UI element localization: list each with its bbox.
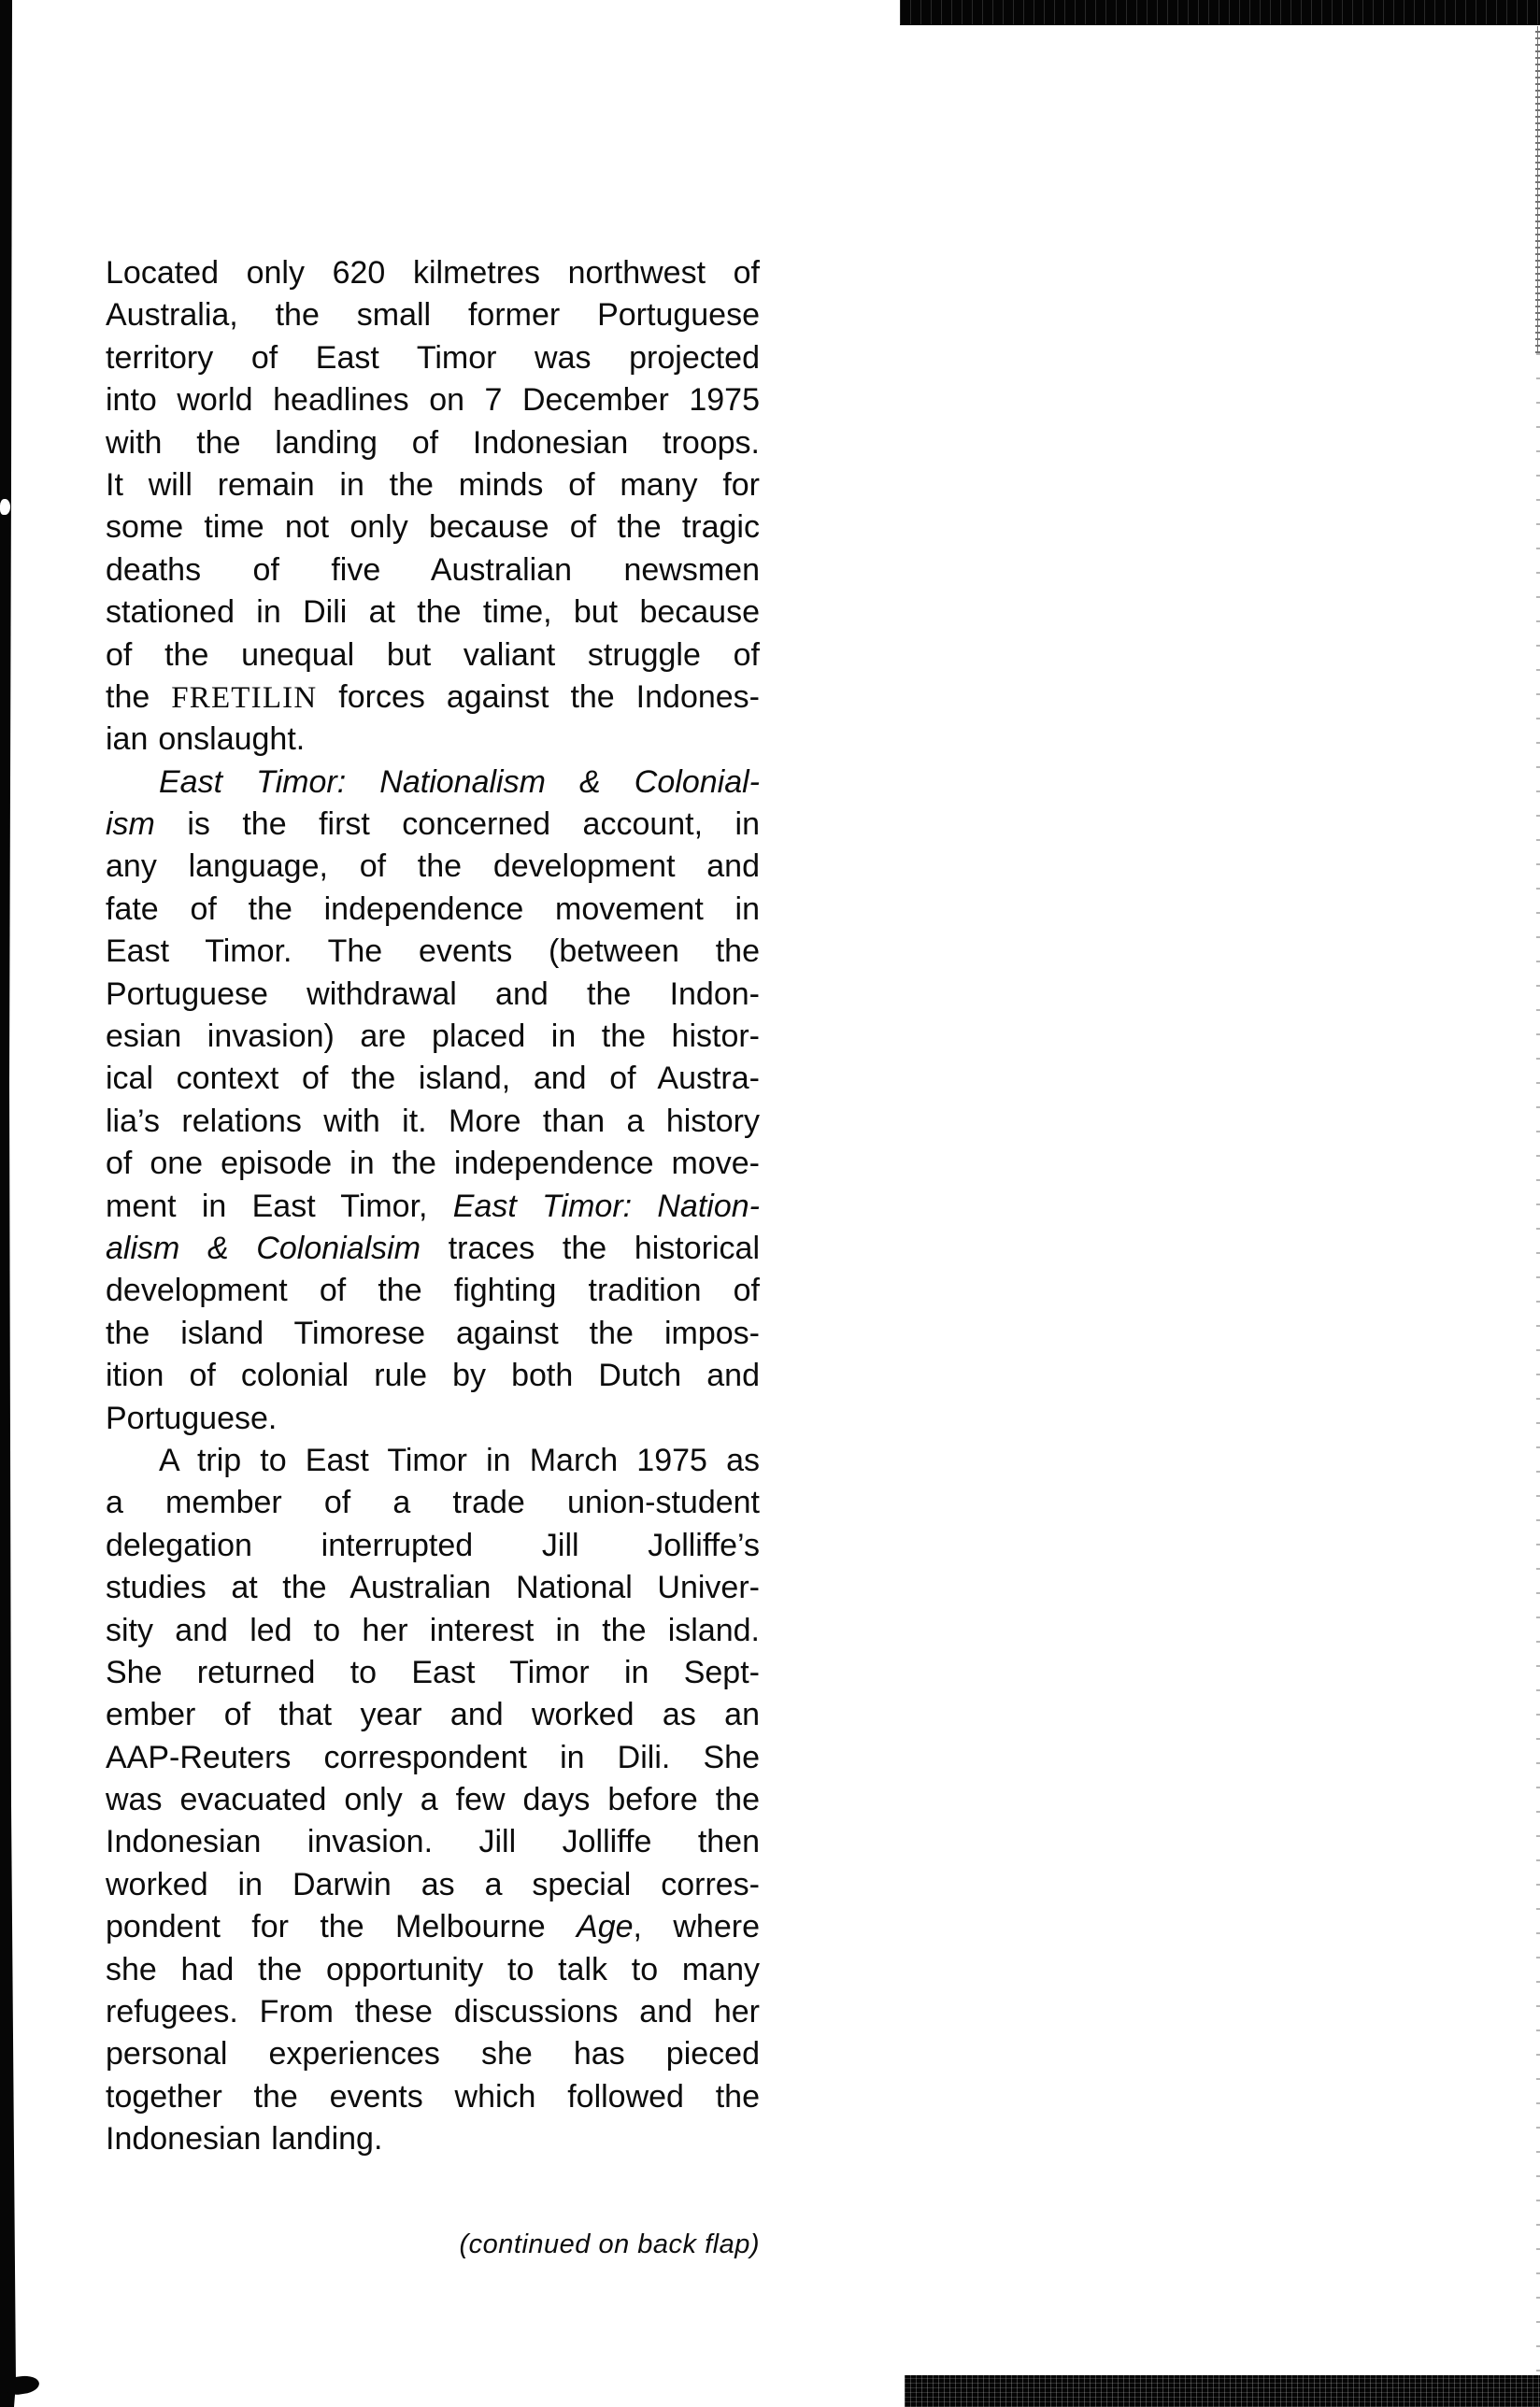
text-segment: sity and led to her interest in the island.	[106, 1612, 760, 1648]
text-segment: studies at the Australian National Univer-	[106, 1570, 760, 1606]
text-line	[106, 1270, 760, 1312]
text-line	[106, 1525, 760, 1567]
text-line	[106, 2033, 760, 2075]
text-line	[106, 1991, 760, 2033]
text-line	[106, 1694, 760, 1736]
scan-edge-right-noise	[1536, 353, 1540, 2371]
text-line	[106, 677, 760, 719]
text-segment: ment in East Timor,	[106, 1188, 453, 1224]
text-segment: FRETILIN	[171, 680, 318, 715]
text-line	[106, 591, 760, 634]
text-segment: personal experiences she has pieced	[106, 2036, 760, 2072]
text-line	[106, 974, 760, 1016]
text-line	[106, 1652, 760, 1694]
text-segment: delegation interrupted Jill Jolliffe’s	[106, 1527, 760, 1563]
text-segment: , where	[633, 1909, 760, 1945]
text-line	[106, 1101, 760, 1143]
text-line	[106, 1440, 760, 1482]
flap-text	[106, 252, 760, 2161]
text-segment: forces against the Indones-	[317, 678, 760, 715]
text-segment: ember of that year and worked as an	[106, 1697, 760, 1733]
text-line	[106, 1906, 760, 1948]
text-line	[106, 1016, 760, 1058]
text-line	[106, 762, 760, 804]
text-line	[106, 1355, 760, 1397]
text-segment: Located only 620 kilmetres northwest of	[106, 255, 760, 291]
text-line	[106, 1313, 760, 1355]
text-line	[106, 1398, 760, 1440]
text-line	[106, 1058, 760, 1100]
text-segment: ian onslaught.	[106, 721, 306, 758]
text-line	[106, 1228, 760, 1270]
text-line	[106, 506, 760, 548]
text-segment: She returned to East Timor in Sept-	[106, 1654, 760, 1690]
text-line	[106, 549, 760, 591]
text-segment: was evacuated only a few days before the	[106, 1782, 760, 1818]
scan-edge-top-right-strip	[900, 0, 1540, 25]
text-segment: alism & Colonialsim	[106, 1230, 421, 1266]
continued-note: (continued on back flap)	[459, 2229, 760, 2259]
text-line	[106, 422, 760, 464]
text-segment: refugees. From these discussions and her	[106, 1994, 760, 2030]
text-segment: East Timor: Nationalism & Colonial-	[159, 763, 760, 800]
text-line	[106, 1186, 760, 1228]
text-line	[106, 1567, 760, 1609]
text-segment: of one episode in the independence move-	[106, 1146, 760, 1182]
text-line	[106, 2118, 760, 2160]
scan-edge-right-noise	[1535, 26, 1540, 353]
text-segment: lia’s relations with it. More than a history	[106, 1103, 760, 1139]
text-segment: worked in Darwin as a special corres-	[106, 1866, 760, 1902]
text-segment: East Timor: Nation-	[452, 1188, 760, 1224]
text-line	[106, 1610, 760, 1652]
text-line	[106, 1949, 760, 1991]
text-line	[106, 1779, 760, 1821]
text-segment: of the unequal but valiant struggle of	[106, 636, 760, 673]
text-segment: the island Timorese against the impos-	[106, 1315, 760, 1351]
text-line	[106, 889, 760, 931]
text-line	[106, 846, 760, 888]
text-segment: a member of a trade union-student	[106, 1485, 760, 1521]
text-segment: esian invasion) are placed in the histor-	[106, 1018, 760, 1055]
text-segment: with the landing of Indonesian troops.	[106, 424, 760, 461]
text-line	[106, 1143, 760, 1185]
scan-edge-left-notch	[0, 499, 10, 515]
text-segment: ition of colonial rule by both Dutch and	[106, 1358, 760, 1394]
text-segment: deaths of five Australian newsmen	[106, 551, 760, 588]
text-segment: into world headlines on 7 December 1975	[106, 382, 760, 419]
text-line	[106, 931, 760, 973]
text-line	[106, 252, 760, 294]
text-segment: Age	[577, 1909, 634, 1945]
text-line	[106, 634, 760, 677]
text-line	[106, 294, 760, 336]
text-line	[106, 804, 760, 846]
text-segment: AAP-Reuters correspondent in Dili. She	[106, 1739, 760, 1775]
text-segment: ical context of the island, and of Austra-	[106, 1061, 760, 1097]
text-line	[106, 337, 760, 379]
text-segment: she had the opportunity to talk to many	[106, 1951, 760, 1987]
text-line	[106, 379, 760, 421]
text-segment: Portuguese.	[106, 1400, 278, 1436]
text-line	[106, 719, 760, 761]
text-segment: the	[106, 678, 172, 715]
text-line	[106, 1864, 760, 1906]
text-segment: East Timor. The events (between the	[106, 933, 760, 970]
text-segment: some time not only because of the tragic	[106, 509, 760, 546]
text-segment: ism	[106, 806, 155, 843]
text-line	[106, 1482, 760, 1524]
scan-edge-left-bar	[0, 0, 16, 2407]
text-segment: territory of East Timor was projected	[106, 339, 760, 376]
text-segment: development of the fighting tradition of	[106, 1273, 760, 1309]
text-segment: It will remain in the minds of many for	[106, 466, 760, 503]
text-segment: any language, of the development and	[106, 848, 760, 885]
text-segment: together the events which followed the	[106, 2078, 760, 2115]
text-segment: A trip to East Timor in March 1975 as	[159, 1442, 760, 1478]
text-line	[106, 1821, 760, 1863]
text-segment: fate of the independence movement in	[106, 890, 760, 927]
text-segment: pondent for the Melbourne	[106, 1909, 578, 1945]
scan-edge-bottom-right-strip	[905, 2375, 1540, 2407]
text-segment: Indonesian landing.	[106, 2121, 383, 2158]
text-segment: Indonesian invasion. Jill Jolliffe then	[106, 1824, 760, 1860]
text-segment: Australia, the small former Portuguese	[106, 297, 760, 334]
text-segment: is the first concerned account, in	[154, 806, 760, 843]
text-segment: stationed in Dili at the time, but because	[106, 594, 760, 631]
text-line	[106, 2076, 760, 2118]
text-line	[106, 1737, 760, 1779]
text-segment: Portuguese withdrawal and the Indon-	[106, 976, 760, 1012]
text-line	[106, 464, 760, 506]
text-segment: traces the historical	[421, 1230, 760, 1266]
